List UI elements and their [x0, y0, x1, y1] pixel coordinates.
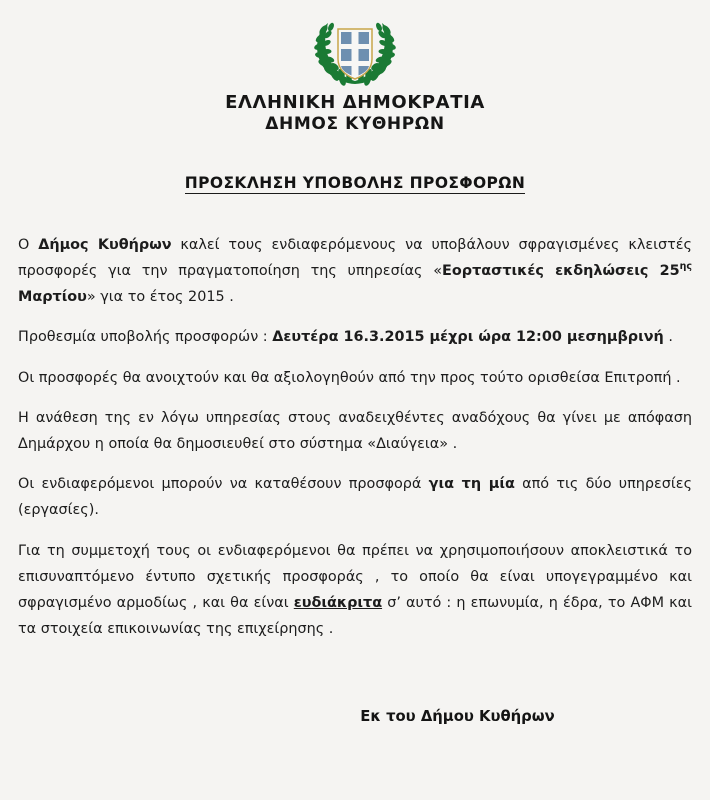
- p1-service-ordinal: ης: [679, 261, 692, 273]
- paragraph-award-decision: Η ανάθεση της εν λόγω υπηρεσίας στους αναδειχθέντες αναδόχους θα γίνει με απόφαση Δημάρχου η οποία θα δημοσιευθεί στο σύστημα «Διαύγεια» .: [18, 409, 692, 452]
- greek-coat-of-arms-icon: [307, 18, 403, 90]
- p1-service-name-post: Μαρτίου: [18, 289, 87, 306]
- p1-municipality: Δήμος Κυθήρων: [38, 236, 172, 253]
- deadline-value: Δευτέρα 16.3.2015 μέχρι ώρα 12:00 μεσημβρινή: [272, 329, 664, 346]
- p2-tail: .: [663, 329, 673, 346]
- organization-line-2: ΔΗΜΟΣ ΚΥΘΗΡΩΝ: [265, 113, 445, 134]
- letterhead: [18, 0, 692, 135]
- p1-tail: » για το έτος 2015 .: [86, 289, 234, 306]
- p6-lead: Για τη συμμετοχή τους οι ενδιαφερόμενοι θα πρέπει να χρησιμοποιήσουν αποκλειστικά το επισυναπτόμενο έντυπο σχετικής προσφοράς , το οποίο θα είναι υπογεγραμμένο και σφραγισμένο αρμοδίως , και θα είναι: [18, 542, 692, 612]
- p1-lead: Ο: [18, 236, 39, 253]
- p1-mid: καλεί τους ενδιαφερόμενους να υποβάλουν σφραγισμένες κλειστές προσφορές για την πραγματοποίηση της υπηρεσίας «: [18, 236, 692, 279]
- paragraph-invitation: [18, 232, 692, 311]
- p6-emphasis-underlined: ευδιάκριτα: [293, 595, 383, 612]
- signature-line: Εκ του Δήμου Κυθήρων: [360, 708, 555, 725]
- paragraph-participation-form: [18, 538, 692, 643]
- paragraph-single-service: [18, 471, 692, 523]
- paragraph-deadline: [18, 324, 692, 350]
- organization-name: [18, 92, 692, 135]
- document-title-container: [18, 173, 692, 194]
- p2-lead: Προθεσμία υποβολής προσφορών :: [18, 329, 273, 346]
- signature-block: [0, 706, 710, 725]
- p1-service-name-pre: Εορταστικές εκδηλώσεις 25: [442, 262, 680, 279]
- p5-tail: από τις δύο υπηρεσίες (εργασίες).: [18, 476, 693, 519]
- p5-emphasis: για τη μία: [428, 476, 515, 493]
- p5-lead: Οι ενδιαφερόμενοι μπορούν να καταθέσουν προσφορά: [18, 476, 429, 493]
- paragraph-committee: Οι προσφορές θα ανοιχτούν και θα αξιολογηθούν από την προς τούτο ορισθείσα Επιτροπή .: [18, 369, 681, 386]
- document-body: [18, 232, 692, 643]
- organization-line-1: ΕΛΛΗΝΙΚΗ ΔΗΜΟΚΡΑΤΙΑ: [225, 92, 485, 113]
- page-title: ΠΡΟΣΚΛΗΣΗ ΥΠΟΒΟΛΗΣ ΠΡΟΣΦΟΡΩΝ: [184, 173, 526, 192]
- p6-tail: σ’ αυτό : η επωνυμία, η έδρα, το ΑΦΜ και τα στοιχεία επικοινωνίας της επιχείρησης .: [18, 595, 692, 638]
